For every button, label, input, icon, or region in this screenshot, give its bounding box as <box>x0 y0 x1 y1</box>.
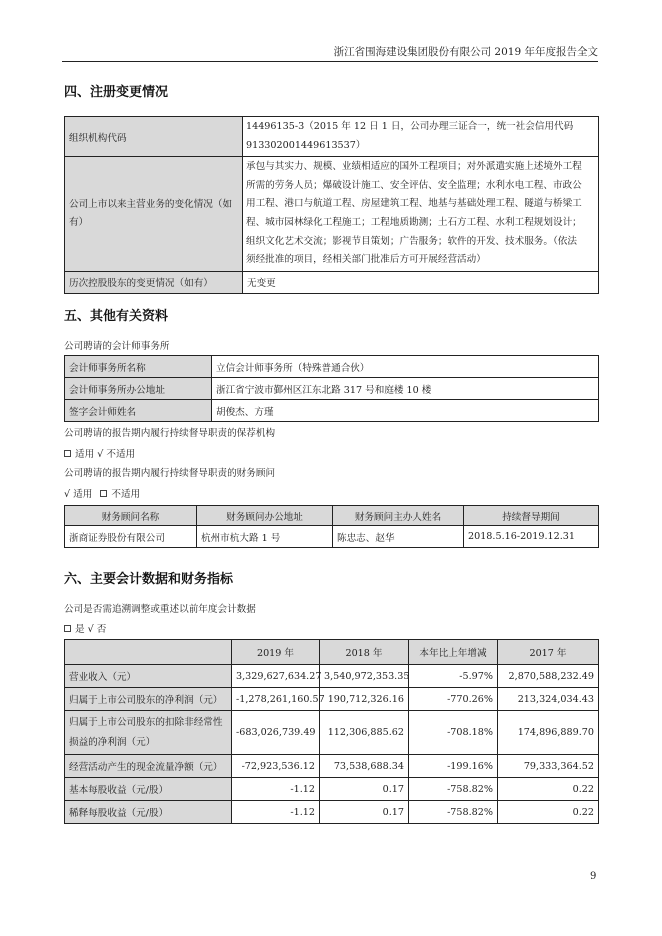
supervision-period: 2018.5.16-2019.12.31 <box>464 526 599 548</box>
running-header: 浙江省围海建设集团股份有限公司 2019 年年度报告全文 <box>333 46 598 58</box>
section-title-registration-changes: 四、注册变更情况 <box>64 85 169 100</box>
advisor-name: 浙商证券股份有限公司 <box>65 526 197 548</box>
value-2017: 0.22 <box>498 778 599 801</box>
value-line: 程、城市园林绿化工程施工；工程地质勘测；土石方工程、水利工程规划设计； <box>246 216 582 228</box>
key-financials-table <box>64 639 599 824</box>
value-change: -199.16% <box>409 755 498 778</box>
section-title-other-info: 五、其他有关资料 <box>64 309 169 324</box>
page-number: 9 <box>590 871 597 882</box>
value-2019: -1.12 <box>232 778 320 801</box>
advisor-intro: 公司聘请的报告期内履行持续督导职责的财务顾问 <box>64 468 276 479</box>
advisor-representatives: 陈忠志、赵华 <box>333 526 464 548</box>
column-header: 2017 年 <box>498 640 599 665</box>
value-2019: -683,026,739.49 <box>232 711 320 755</box>
table-row <box>65 711 599 755</box>
value-2018: 190,712,326.16 <box>320 688 409 711</box>
value-2017: 0.22 <box>498 801 599 824</box>
row-label: 归属于上市公司股东的净利润（元） <box>65 688 232 711</box>
value-change: -770.26% <box>409 688 498 711</box>
column-header: 财务顾问名称 <box>65 506 197 526</box>
value-2017: 79,333,364.52 <box>498 755 599 778</box>
row-label: 经营活动产生的现金流量净额（元） <box>65 755 232 778</box>
column-header: 2018 年 <box>320 640 409 665</box>
table-row <box>65 400 599 422</box>
value-2018: 112,306,885.62 <box>320 711 409 755</box>
restate-answer <box>64 621 106 635</box>
applicable-label: 适用 <box>73 489 93 500</box>
value-line: 须经批准的项目，经相关部门批准后方可开展经营活动） <box>246 254 486 266</box>
table-row <box>65 688 599 711</box>
value-2017: 174,896,889.70 <box>498 711 599 755</box>
value-2018: 0.17 <box>320 801 409 824</box>
advisor-applicability <box>64 486 140 500</box>
applicable-label: 适用 <box>75 449 95 460</box>
row-label: 基本每股收益（元/股） <box>65 778 232 801</box>
unchecked-box-icon <box>64 450 71 457</box>
table-header-row <box>65 506 599 526</box>
controlling-shareholder-label: 历次控股股东的变更情况（如有） <box>65 271 243 293</box>
sponsor-applicability <box>64 446 135 460</box>
column-header <box>65 640 232 665</box>
header-rule <box>62 61 598 62</box>
business-change-value <box>243 157 599 272</box>
column-header: 本年比上年增减 <box>409 640 498 665</box>
unchecked-box-icon <box>64 625 71 632</box>
checkmark-icon: √ <box>97 449 104 460</box>
value-change: -708.18% <box>409 711 498 755</box>
auditor-address-value: 浙江省宁波市鄞州区江东北路 317 号和庭楼 10 楼 <box>212 378 599 400</box>
row-label: 营业收入（元） <box>65 665 232 688</box>
not-applicable-label: 不适用 <box>106 449 136 460</box>
value-2018: 73,538,688.34 <box>320 755 409 778</box>
value-change: -5.97% <box>409 665 498 688</box>
auditor-name-value: 立信会计师事务所（特殊普通合伙） <box>212 356 599 378</box>
row-label: 稀释每股收益（元/股） <box>65 801 232 824</box>
value-line: 组织文化艺术交流；影视节目策划；广告服务；软件的开发、技术服务。（依法 <box>246 235 577 247</box>
org-code-label: 组织机构代码 <box>65 117 243 157</box>
not-applicable-label: 不适用 <box>111 489 141 500</box>
value-2019: -1.12 <box>232 801 320 824</box>
column-header: 2019 年 <box>232 640 320 665</box>
value-line: 承包与其实力、规模、业绩相适应的国外工程项目；对外派遣实施上述境外工程 <box>246 161 582 173</box>
row-label: 归属于上市公司股东的扣除非经常性损益的净利润（元） <box>65 711 232 755</box>
signing-accountant-value: 胡俊杰、方瑾 <box>212 400 599 422</box>
value-2019: -1,278,261,160.57 <box>232 688 320 711</box>
table-row <box>65 665 599 688</box>
restate-question: 公司是否需追溯调整或重述以前年度会计数据 <box>64 604 256 615</box>
value-2018: 3,540,972,353.35 <box>320 665 409 688</box>
value-2019: -72,923,536.12 <box>232 755 320 778</box>
column-header: 财务顾问主办人姓名 <box>333 506 464 526</box>
table-row <box>65 157 599 272</box>
signing-accountant-label: 签字会计师姓名 <box>65 400 212 422</box>
value-change: -758.82% <box>409 801 498 824</box>
table-row <box>65 755 599 778</box>
no-label: 否 <box>96 624 107 635</box>
table-row <box>65 778 599 801</box>
table-row <box>65 271 599 293</box>
auditor-name-label: 会计师事务所名称 <box>65 356 212 378</box>
value-2017: 213,324,034.43 <box>498 688 599 711</box>
auditor-table <box>64 355 599 422</box>
checkmark-icon: √ <box>64 489 71 500</box>
business-change-label: 公司上市以来主营业务的变化情况（如有） <box>65 157 243 272</box>
table-row <box>65 801 599 824</box>
value-2019: 3,329,627,634.27 <box>232 665 320 688</box>
financial-advisor-table <box>64 505 599 548</box>
value-line: 913302001449613537） <box>246 139 366 151</box>
value-line: 14496135-3（2015 年 12 日 1 日，公司办理三证合一，统一社会信用代码 <box>246 121 574 132</box>
auditor-address-label: 会计师事务所办公地址 <box>65 378 212 400</box>
controlling-shareholder-value: 无变更 <box>243 271 599 293</box>
value-2018: 0.17 <box>320 778 409 801</box>
column-header: 财务顾问办公地址 <box>197 506 333 526</box>
column-header: 持续督导期间 <box>464 506 599 526</box>
org-code-value <box>243 117 599 157</box>
checkmark-icon: √ <box>87 624 94 635</box>
value-change: -758.82% <box>409 778 498 801</box>
sponsor-intro: 公司聘请的报告期内履行持续督导职责的保荐机构 <box>64 428 276 439</box>
table-row <box>65 117 599 157</box>
table-row <box>65 378 599 400</box>
value-line: 所需的劳务人员；爆破设计施工、安全评估、安全监理；水利水电工程、市政公 <box>246 179 582 191</box>
value-2017: 2,870,588,232.49 <box>498 665 599 688</box>
table-header-row <box>65 640 599 665</box>
yes-label: 是 <box>75 624 85 635</box>
auditor-intro: 公司聘请的会计师事务所 <box>64 341 170 352</box>
section-title-key-financials: 六、主要会计数据和财务指标 <box>64 572 234 587</box>
advisor-address: 杭州市杭大路 1 号 <box>197 526 333 548</box>
table-row <box>65 356 599 378</box>
unchecked-box-icon <box>100 490 107 497</box>
table-row <box>65 526 599 548</box>
value-line: 用工程、港口与航道工程、房屋建筑工程、地基与基础处理工程、隧道与桥梁工 <box>246 198 582 210</box>
registration-table <box>64 116 599 294</box>
